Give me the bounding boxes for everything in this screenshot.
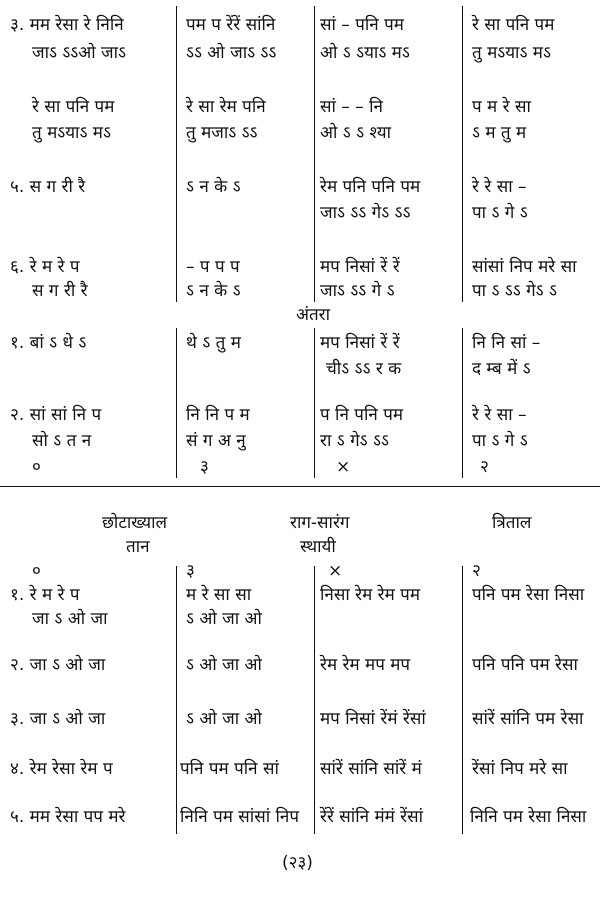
swara-cell: ४. रेम रेसा रेम प bbox=[10, 759, 113, 779]
swara-cell: ६. रे म रे प bbox=[10, 257, 80, 277]
swara-cell: प नि पनि पम bbox=[320, 405, 404, 425]
swara-cell: ऽ न के ऽ bbox=[186, 177, 241, 197]
bol-cell: रा ऽ गेऽ ऽऽ bbox=[320, 431, 389, 451]
bol-cell: सो ऽ त न bbox=[32, 431, 92, 451]
swara-cell: रे रे सा – bbox=[472, 405, 527, 425]
swara-cell: रे रे सा – bbox=[472, 177, 527, 197]
swara-cell: प म रे सा bbox=[472, 97, 531, 117]
swara-cell: ५. स ग री रै bbox=[10, 177, 86, 197]
bol-cell: जाऽ ऽऽओ जाऽ bbox=[32, 43, 126, 63]
header-taan: तान bbox=[126, 537, 150, 557]
tal-mark-teen: ३ bbox=[186, 561, 195, 581]
bol-cell: जाऽ ऽऽ गे ऽ bbox=[320, 281, 395, 301]
swara-cell: रे सा पनि पम bbox=[32, 97, 115, 117]
swara-cell: निनि पम रेसा निसा bbox=[470, 807, 587, 827]
bol-cell: चीऽ ऽऽ र क bbox=[326, 359, 402, 379]
swara-cell: ऽ ओ जा ओ bbox=[186, 655, 262, 675]
swara-cell: ऽ ओ जा ओ bbox=[186, 709, 262, 729]
bol-cell: पा ऽ गे ऽ bbox=[472, 431, 528, 451]
bol-cell: ऽऽ ओ जाऽ ऽऽ bbox=[186, 43, 277, 63]
bol-cell: जा ऽ ओ जा bbox=[32, 609, 108, 629]
header-taal: त्रिताल bbox=[492, 513, 532, 533]
barline bbox=[176, 6, 177, 302]
barline bbox=[314, 6, 315, 302]
swara-cell: सां – – नि bbox=[320, 97, 383, 117]
bol-cell: तु मऽयाऽ मऽ bbox=[32, 123, 111, 143]
swara-cell: सांसां निप मरे सा bbox=[472, 257, 577, 277]
swara-cell: पम प रेंरें सांनि bbox=[186, 15, 276, 35]
bol-cell: ऽ म तु म bbox=[472, 123, 527, 143]
bol-cell: ऽ ओ जा ओ bbox=[186, 609, 262, 629]
swara-cell: मप निसां रें रें bbox=[320, 333, 400, 353]
swara-cell: २. सां सां नि प bbox=[10, 405, 102, 425]
swara-cell: मप निसां रें रें bbox=[320, 257, 400, 277]
barline bbox=[176, 566, 177, 834]
bol-cell: जाऽ ऽऽ गेऽ ऽऽ bbox=[320, 203, 411, 223]
barline bbox=[314, 566, 315, 834]
swara-cell: निसा रेम रेम पम bbox=[320, 585, 421, 605]
swara-cell: सांरें सांनि पम रेसा bbox=[472, 709, 584, 729]
bol-cell: तु मजाऽ ऽऽ bbox=[186, 123, 258, 143]
swara-cell: रेंसां निप मरे सा bbox=[472, 759, 568, 779]
header-sthayi: स्थायी bbox=[300, 537, 336, 557]
bol-cell: ऽ न के ऽ bbox=[186, 281, 241, 301]
bol-cell: तु मऽयाऽ मऽ bbox=[472, 43, 551, 63]
barline bbox=[462, 6, 463, 302]
bol-cell: स ग री रै bbox=[32, 281, 88, 301]
swara-cell: ३. जा ऽ ओ जा bbox=[10, 709, 106, 729]
header-raag: राग-सारंग bbox=[290, 513, 350, 533]
page-number: (२३) bbox=[282, 853, 313, 873]
swara-cell: ५. मम रेसा पप मरे bbox=[10, 807, 126, 827]
tal-mark-teen: ३ bbox=[200, 457, 209, 477]
swara-cell: थे ऽ तु म bbox=[186, 333, 241, 353]
tal-mark-do: २ bbox=[480, 457, 489, 477]
bol-cell: सं ग अ नु bbox=[186, 431, 246, 451]
swara-cell: १. रे म रे प bbox=[10, 585, 80, 605]
swara-cell: पनि पनि पम रेसा bbox=[472, 655, 578, 675]
barline bbox=[462, 328, 463, 478]
swara-cell: रेंरें सांनि मंमं रेंसां bbox=[320, 807, 424, 827]
swara-cell: सां – पनि पम bbox=[320, 15, 404, 35]
swara-cell: ३. मम रेसा रे निनि bbox=[10, 15, 124, 35]
tal-mark-khali: ० bbox=[32, 457, 41, 477]
swara-cell: सांरें सांनि सांरें मं bbox=[320, 759, 422, 779]
barline bbox=[176, 328, 177, 478]
tal-mark-khali: ० bbox=[32, 561, 41, 581]
tal-mark-sam: × bbox=[336, 457, 351, 477]
swara-cell: रेम पनि पनि पम bbox=[320, 177, 421, 197]
swara-cell: रे सा रेम पनि bbox=[186, 97, 266, 117]
bol-cell: ओ ऽ ऽयाऽ मऽ bbox=[320, 43, 410, 63]
barline bbox=[462, 566, 463, 834]
bol-cell: ओ ऽ ऽ श्या bbox=[320, 123, 391, 143]
swara-cell: पनि पम रेसा निसा bbox=[472, 585, 585, 605]
header-chhota-khayal: छोटाख्याल bbox=[102, 513, 168, 533]
tal-mark-do: २ bbox=[472, 561, 481, 581]
swara-cell: निनि पम सांसां निप bbox=[180, 807, 299, 827]
antara-heading: अंतरा bbox=[296, 305, 331, 325]
bol-cell: द म्ब में ऽ bbox=[472, 359, 531, 379]
swara-cell: रेम रेम मप मप bbox=[320, 655, 411, 675]
swara-cell: १. बां ऽ धे ऽ bbox=[10, 333, 87, 353]
swara-cell: – प प प bbox=[186, 257, 240, 277]
barline bbox=[314, 328, 315, 478]
swara-cell: मप निसां रेंमं रेंसां bbox=[320, 709, 426, 729]
tal-mark-sam: × bbox=[328, 561, 343, 581]
swara-cell: नि नि सां – bbox=[472, 333, 541, 353]
swara-cell: २. जा ऽ ओ जा bbox=[10, 655, 106, 675]
swara-cell: पनि पम पनि सां bbox=[180, 759, 279, 779]
swara-cell: म रे सा सा bbox=[186, 585, 252, 605]
section-divider bbox=[0, 486, 600, 487]
swara-cell: रे सा पनि पम bbox=[472, 15, 555, 35]
swara-cell: नि नि प म bbox=[186, 405, 250, 425]
bol-cell: पा ऽ ऽऽ गेऽ ऽ bbox=[472, 281, 557, 301]
bol-cell: पा ऽ गे ऽ bbox=[472, 203, 528, 223]
